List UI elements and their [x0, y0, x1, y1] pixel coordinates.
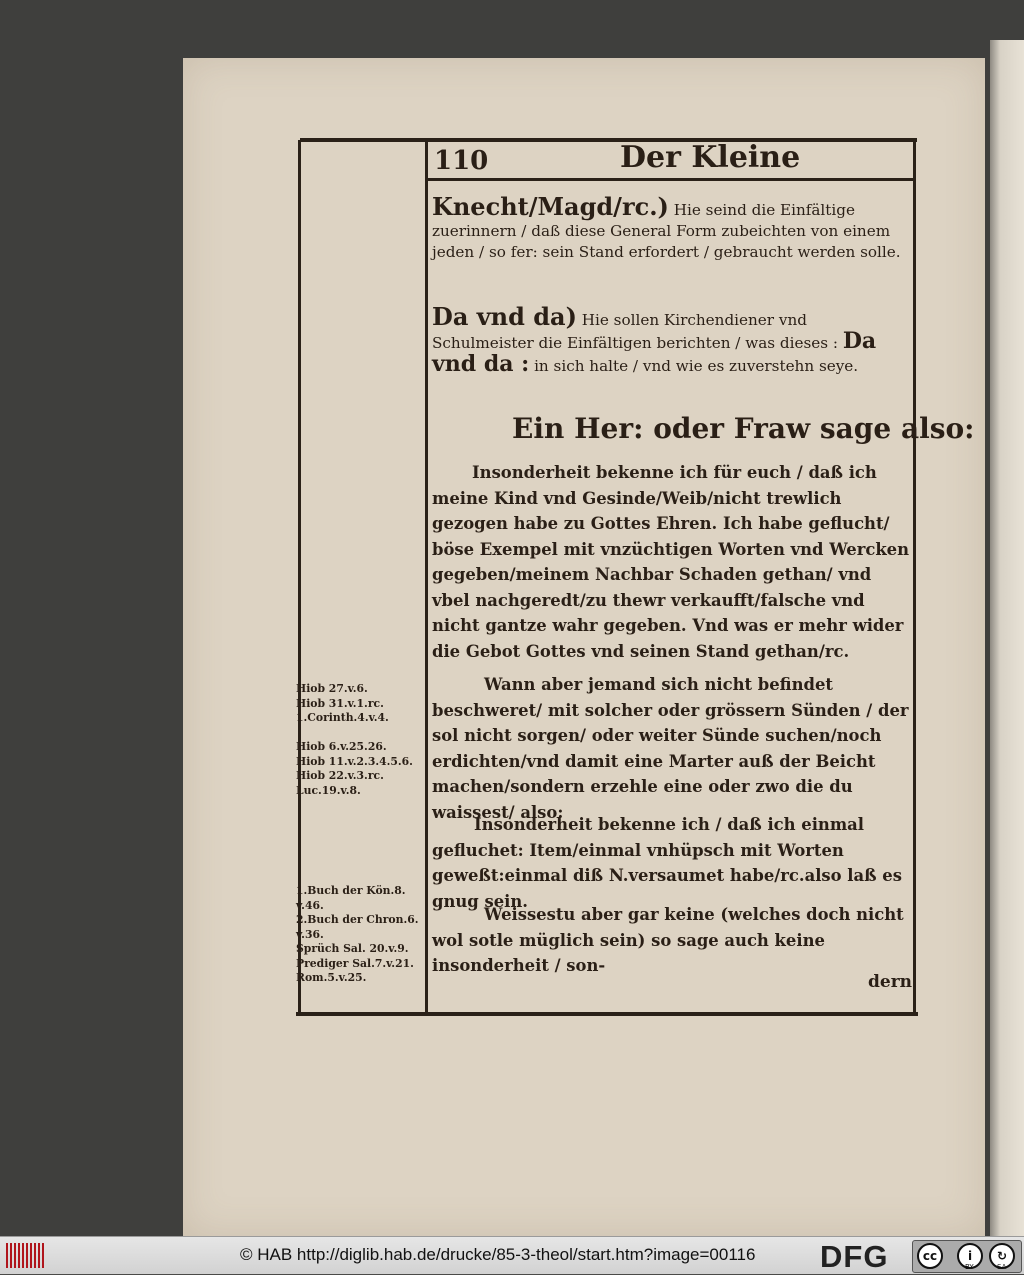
sa-label: SA — [997, 1263, 1007, 1271]
frame-rule-right — [913, 140, 916, 1014]
margin-note: v.36. — [296, 927, 324, 941]
page-number: 110 — [434, 146, 489, 176]
frame-rule-left — [298, 140, 301, 1014]
margin-note: Hiob 6.v.25.26. — [296, 740, 387, 753]
margin-note: Hiob 31.v.1.rc. — [296, 696, 384, 710]
margin-note: 2.Buch der Chron.6. — [296, 913, 419, 926]
header-rule — [428, 178, 914, 181]
section-heading: Ein Her: oder Fraw sage also: — [512, 412, 975, 445]
copyright-link[interactable]: © HAB http://diglib.hab.de/drucke/85-3-theol/start.htm?image=00116 — [240, 1245, 756, 1264]
paragraph-lead-secondary: Da vnd da : — [432, 328, 877, 377]
frame-rule-bottom — [296, 1012, 918, 1016]
body-paragraph: Insonderheit bekenne ich / daß ich einmal gefluchet: Item/einmal vnhüpsch mit Worten geweßt:einmal diß N.versaumet habe/rc.also laß es gnug sein. — [432, 815, 902, 911]
cc-icon: cc — [917, 1243, 943, 1269]
margin-note-group — [296, 682, 426, 726]
margin-note: Rom.5.v.25. — [296, 971, 367, 984]
dfg-logo[interactable]: DFG — [820, 1239, 889, 1274]
footer-bar — [0, 1236, 1024, 1274]
body-paragraph: Weissestu aber gar keine (welches doch nicht wol sotle müglich sein) so sage auch keine insonderheit / son- — [432, 905, 904, 975]
margin-note: Sprüch Sal. 20.v.9. — [296, 942, 409, 955]
paragraph-da-vnd-da — [432, 302, 912, 377]
frame-rule-top — [300, 138, 917, 142]
paragraph-text-secondary: in sich halte / vnd wie es zuverstehn seye. — [534, 357, 859, 375]
hab-logo-icon[interactable] — [6, 1243, 46, 1268]
body-paragraph: Wann aber jemand sich nicht befindet beschweret/ mit solcher oder grössern Sünden / der sol nicht sorgen/ oder weiter Sünde suchen/noch erdichten/vnd damit eine Marter auß der Beicht machen/sondern erzehle eine oder zwo die du waissest/ also: — [432, 675, 909, 822]
margin-note: 1.Buch der Kön.8. — [296, 884, 406, 897]
paragraph-text: Hie seind die Einfältige zuerinnern / daß diese General Form zubeichten von einem jeden / so fer: sein Stand erfordert / gebraucht werden solle. — [432, 201, 901, 261]
sa-icon: ↻ — [989, 1243, 1015, 1269]
paragraph-lead: Da vnd da) — [432, 302, 577, 331]
paragraph-text: Hie sollen Kirchendiener vnd Schulmeister die Einfältigen berichten / was dieses : — [432, 311, 839, 352]
by-icon: i — [957, 1243, 983, 1269]
margin-note: Luc.19.v.8. — [296, 783, 361, 797]
margin-note: v.46. — [296, 898, 324, 912]
next-page-edge — [990, 40, 1024, 1236]
margin-note: Hiob 22.v.3.rc. — [296, 769, 384, 782]
paragraph-lead: Knecht/Magd/rc.) — [432, 192, 669, 221]
margin-note-group — [296, 740, 426, 798]
margin-note: Hiob 11.v.2.3.4.5.6. — [296, 754, 413, 768]
running-head: Der Kleine — [620, 140, 801, 175]
catchword: dern — [868, 972, 913, 992]
body-paragraph: Insonderheit bekenne ich für euch / daß ich meine Kind vnd Gesinde/Weib/nicht trewlich gezogen habe zu Gottes Ehren. Ich habe geflucht/ böse Exempel mit vnzüchtigen Worten vnd Wercken gegeben/meinem Nachbar Schaden gethan/ vnd vbel nachgeredt/zu thewr verkaufft/falsche vnd nicht gantze wahr gegeben. Vnd was er mehr wider die Gebot Gottes vnd seinen Stand gethan/rc. — [432, 463, 910, 661]
margin-note: Prediger Sal.7.v.21. — [296, 956, 414, 970]
cc-license-badge[interactable] — [912, 1240, 1022, 1273]
by-label: BY — [965, 1263, 974, 1271]
paragraph-knecht-magd — [432, 192, 912, 263]
margin-note: 1.Corinth.4.v.4. — [296, 711, 389, 724]
margin-note-group — [296, 884, 426, 986]
frame-rule-margin — [425, 140, 428, 1014]
margin-note: Hiob 27.v.6. — [296, 682, 368, 695]
